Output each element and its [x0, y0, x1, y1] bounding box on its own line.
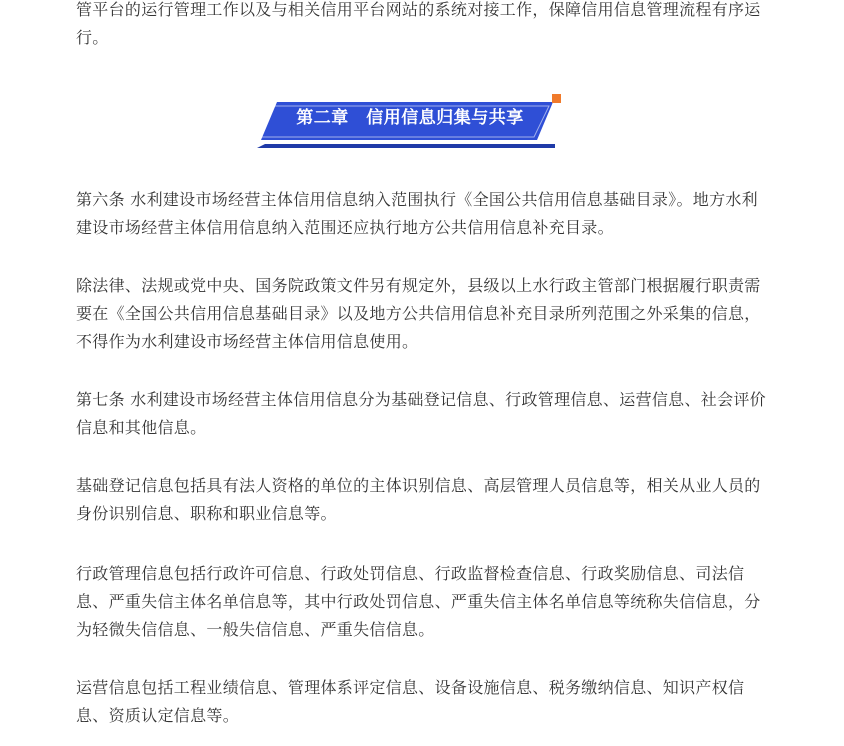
- paragraph-article-7: 第七条 水利建设市场经营主体信用信息分为基础登记信息、行政管理信息、运营信息、社会评价信息和其他信息。: [76, 390, 766, 437]
- chapter-title: 第二章 信用信息归集与共享: [296, 108, 524, 128]
- paragraph-intro-continuation: 管平台的运行管理工作以及与相关信用平台网站的系统对接工作，保障信用信息管理流程有序运行。: [76, 0, 761, 47]
- accent-square: [552, 94, 561, 103]
- paragraph-basic-registration-info: 基础登记信息包括具有法人资格的单位的主体识别信息、高层管理人员信息等，相关从业人员的身份识别信息、职称和职业信息等。: [76, 476, 761, 523]
- banner-underline: [257, 144, 555, 148]
- chapter-banner: [255, 94, 565, 150]
- paragraph-operation-info: 运营信息包括工程业绩信息、管理体系评定信息、设备设施信息、税务缴纳信息、知识产权信息、资质认定信息等。: [76, 678, 745, 725]
- paragraph-article-6-supplement: 除法律、法规或党中央、国务院政策文件另有规定外，县级以上水行政主管部门根据履行职责需要在《全国公共信用信息基础目录》以及地方公共信用信息补充目录所列范围之外采集的信息，不得作为水利建设市场经营主体信用信息使用。: [76, 276, 761, 351]
- paragraph-administrative-info: 行政管理信息包括行政许可信息、行政处罚信息、行政监督检查信息、行政奖励信息、司法信息、严重失信主体名单信息等，其中行政处罚信息、严重失信主体名单信息等统称失信信息，分为轻微失信信息、一般失信信息、严重失信信息。: [76, 564, 761, 639]
- paragraph-article-6: 第六条 水利建设市场经营主体信用信息纳入范围执行《全国公共信用信息基础目录》。地方水利建设市场经营主体信用信息纳入范围还应执行地方公共信用信息补充目录。: [76, 190, 758, 237]
